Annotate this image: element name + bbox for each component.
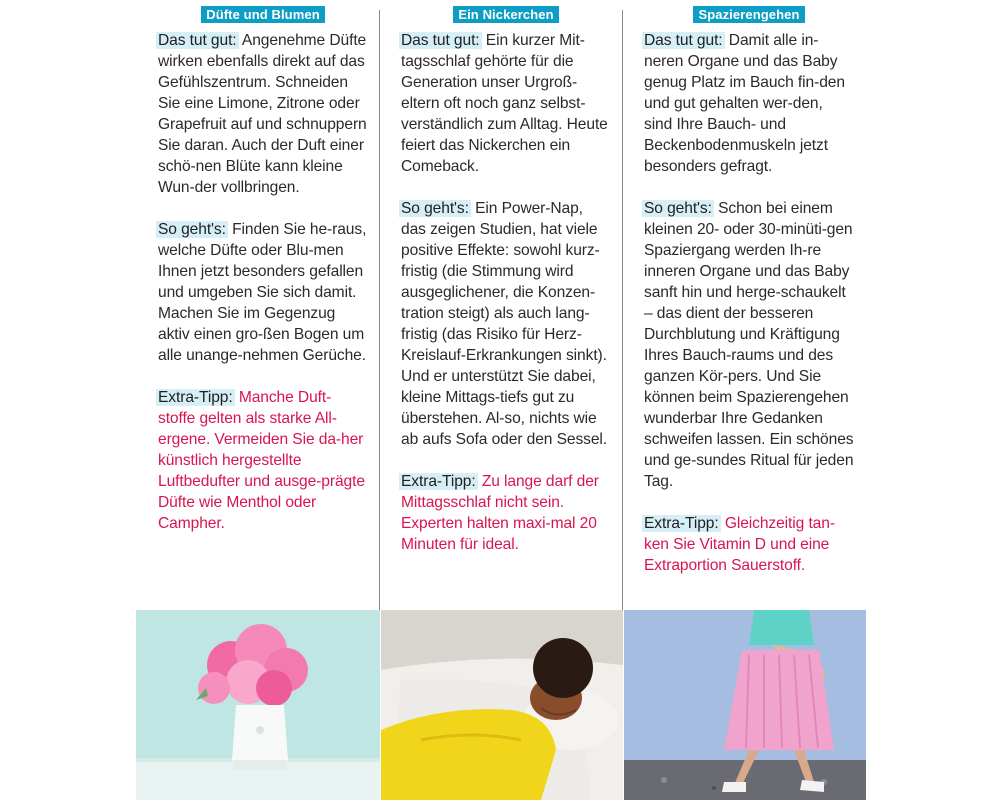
column-duefte-und-blumen [158,0,368,555]
section-extra-tipp [401,471,611,555]
section-label: Das tut gut: [158,32,237,49]
section-so-gehts [644,198,854,492]
column-spazierengehen [644,0,854,597]
section-label: Das tut gut: [401,32,480,49]
section-text: Finden Sie he-raus, welche Düfte oder Blu-men Ihnen jetzt besonders gefallen und umgeben Sie sich damit. Machen Sie im Gegenzug aktiv einen gro-ßen Bogen um alle unange-nehmen Gerüche. [158,221,367,364]
section-label: Das tut gut: [644,32,723,49]
section-text: Schon bei einem kleinen 20- oder 30-minüti-gen Spaziergang werden Ih-re inneren Organe und das Baby sanft hin und herge-schaukelt – das dient der besseren Durchblutung und Kräftigung Ihres Bauch-raums und des ganzen Kör-pers. Und Sie können beim Spazierengehen wunderbar Ihre Gedanken schweifen lassen. Ein schönes und ge-sundes Ritual für jeden Tag. [644,200,854,490]
section-text: Ein Power-Nap, das zeigen Studien, hat viele positive Effekte: sowohl kurz-fristig (die Stimmung wird ausgeglichener, die Konzen-tration steigt) als auch lang-fristig (das Risiko für Herz-Kreislauf-Erkrankungen sinkt). Und er unterstützt Sie dabei, kleine Mittags-tiefs gut zu überstehen. Al-so, nichts wie ab aufs Sofa oder den Sessel. [401,200,608,448]
section-text: Zu lange darf der Mittagsschlaf nicht sein. Experten halten maxi-mal 20 Minuten für ideal. [401,473,599,553]
section-tag: Düfte und Blumen [201,6,325,23]
section-so-gehts [158,219,368,366]
section-tag: Spazierengehen [693,6,804,23]
column-ein-nickerchen [401,0,611,576]
section-text: Manche Duft-stoffe gelten als starke All-ergene. Vermeiden Sie da-her künstlich hergestellte Luftbedufter und ausge-prägte Düfte wie Menthol oder Campher. [158,389,365,532]
section-das-tut-gut [401,30,611,177]
photo-pink-peonies-vase [136,610,380,800]
section-das-tut-gut [158,30,368,198]
section-so-gehts [401,198,611,450]
section-text: Angenehme Düfte wirken ebenfalls direkt auf das Gefühlszentrum. Schneiden Sie eine Limone, Zitrone oder Grapefruit auf und schnuppern Sie daran. Auch der Duft einer schö-nen Blüte kann kleine Wun-der vollbringen. [158,32,367,196]
section-extra-tipp [644,513,854,576]
section-das-tut-gut [644,30,854,177]
section-label: Extra-Tipp: [644,515,719,532]
section-label: So geht's: [644,200,712,217]
section-label: Extra-Tipp: [158,389,233,406]
photo-pregnant-woman-walking [624,610,866,800]
section-extra-tipp [158,387,368,534]
section-label: So geht's: [158,221,226,238]
section-label: Extra-Tipp: [401,473,476,490]
section-tag: Ein Nickerchen [453,6,558,23]
section-text: Damit alle in-neren Organe und das Baby genug Platz im Bauch fin-den und gut gehalten wer-den, sind Ihre Bauch- und Beckenbodenmuskeln jetzt besonders gefragt. [644,32,845,175]
section-label: So geht's: [401,200,469,217]
section-text: Gleichzeitig tan-ken Sie Vitamin D und eine Extraportion Sauerstoff. [644,515,835,574]
photo-woman-napping [381,610,623,800]
section-text: Ein kurzer Mit-tagsschlaf gehörte für die Generation unser Urgroß-eltern oft noch ganz selbst-verständlich zum Alltag. Heute feiert das Nickerchen ein Comeback. [401,32,608,175]
